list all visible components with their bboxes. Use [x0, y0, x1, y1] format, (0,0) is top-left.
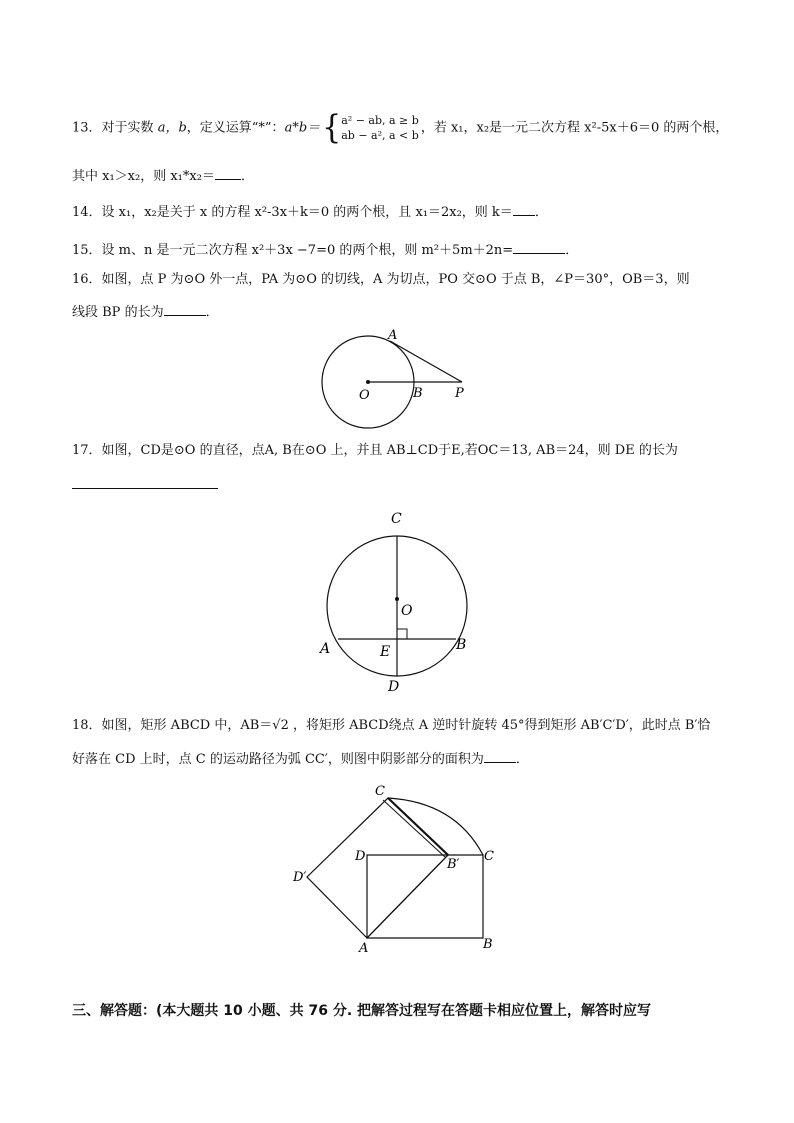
q18-label-b: B — [483, 937, 493, 952]
q16-label-b: B — [413, 386, 423, 401]
answer-blank[interactable] — [513, 239, 565, 254]
q18-line-2: 好落在 CD 上时，点 C 的运动路径为弧 CC′，则图中阴影部分的面积为 — [72, 752, 484, 767]
period: ． — [205, 305, 219, 320]
q16-label-o: O — [359, 388, 370, 403]
q17-center-dot — [395, 597, 399, 601]
q13-case-2: ab − a², a < b — [341, 129, 419, 142]
q14-text: 14．设 x₁，x₂是关于 x 的方程 x²-3x＋k＝0 的两个根，且 x₁＝2x₂，则 k＝ — [72, 205, 513, 220]
question-16 — [72, 270, 732, 290]
q18-label-c-top: C — [375, 784, 385, 799]
q18-label-c: C — [484, 849, 494, 864]
q16-tangent-pa — [390, 341, 462, 382]
q16-label-a: A — [388, 328, 398, 343]
q17-right-angle-mark — [397, 629, 407, 639]
section-heading: 三、解答题：(本大题共 10 小题、共 76 分. 把解答过程写在答题卡相应位置上，解答时应写 — [72, 1003, 652, 1019]
q16-center-dot — [366, 380, 370, 384]
question-18 — [72, 716, 732, 736]
question-18-line-2 — [72, 748, 732, 770]
q15-text: 15．设 m、n 是一元二次方程 x²＋3x −7=0 的两个根，则 m²＋5m＋2n= — [72, 243, 514, 258]
q18-segment-c-prime-b-prime — [388, 798, 448, 855]
q17-label-o: O — [401, 603, 413, 619]
q18-figure — [285, 778, 510, 958]
question-13-line-2 — [72, 165, 732, 187]
q16-line-1: 16．如图，点 P 为⊙O 外一点，PA 为⊙O 的切线，A 为切点，PO 交⊙O 于点 B，∠P＝30°，OB＝3，则 — [72, 272, 690, 287]
q17-label-a: A — [320, 641, 331, 657]
q13-line-2: 其中 x₁＞x₂，则 x₁*x₂＝ — [72, 169, 215, 184]
q16-line-2: 线段 BP 的长为 — [72, 305, 164, 320]
answer-blank[interactable] — [164, 301, 206, 316]
q13-text-c: ，若 x₁，x₂是一元二次方程 x²-5x＋6＝0 的两个根， — [420, 120, 729, 136]
q13-text-b: ，定义运算“*”： — [186, 120, 285, 136]
answer-blank[interactable] — [513, 201, 535, 216]
q18-label-b-prime: B′ — [447, 857, 460, 872]
q18-segment-ab-prime — [367, 855, 448, 938]
q17-figure — [310, 505, 490, 700]
answer-blank[interactable] — [72, 488, 218, 489]
period: ． — [515, 752, 529, 767]
q17-label-e: E — [380, 644, 391, 660]
q13-lhs: a*b＝ — [284, 120, 321, 136]
q18-label-d: D — [355, 849, 366, 864]
q17-label-d: D — [388, 679, 400, 695]
answer-blank[interactable] — [215, 165, 241, 180]
period: ． — [240, 169, 254, 184]
q18-rotated-rectangle — [307, 798, 448, 938]
q17-line-1: 17．如图，CD是⊙O 的直径，点A, B在⊙O 上，并且 AB⊥CD于E,若OC＝13, AB＝24，则 DE 的长为 — [72, 443, 678, 458]
question-15 — [72, 239, 732, 261]
question-14 — [72, 201, 732, 223]
q18-arc-cc-prime — [388, 798, 483, 855]
question-13 — [72, 108, 732, 147]
q18-label-d-prime: D′ — [293, 870, 307, 885]
answer-blank[interactable] — [484, 748, 516, 763]
question-16-line-2 — [72, 301, 732, 323]
q16-label-p: P — [455, 386, 464, 401]
period: ． — [565, 243, 579, 258]
q13-text-a: 13．对于实数 — [72, 120, 154, 136]
q18-label-a: A — [359, 941, 369, 956]
q18-original-rectangle — [367, 855, 483, 938]
q16-figure — [310, 325, 480, 430]
q17-label-b: B — [456, 637, 467, 653]
q13-case-1: a² − ab, a ≥ b — [341, 114, 419, 127]
period: ． — [534, 205, 548, 220]
q13-piecewise — [322, 108, 419, 147]
q13-cases — [341, 113, 419, 143]
q18-line-1: 18．如图，矩形 ABCD 中，AB＝√2 ，将矩形 ABCD绕点 A 逆时针旋转 45°得到矩形 AB′C′D′，此时点 B′恰 — [72, 718, 711, 733]
q17-label-c: C — [391, 511, 402, 527]
q13-brace: { — [322, 108, 342, 147]
q13-vars: a，b — [157, 120, 187, 136]
question-17 — [72, 441, 732, 461]
